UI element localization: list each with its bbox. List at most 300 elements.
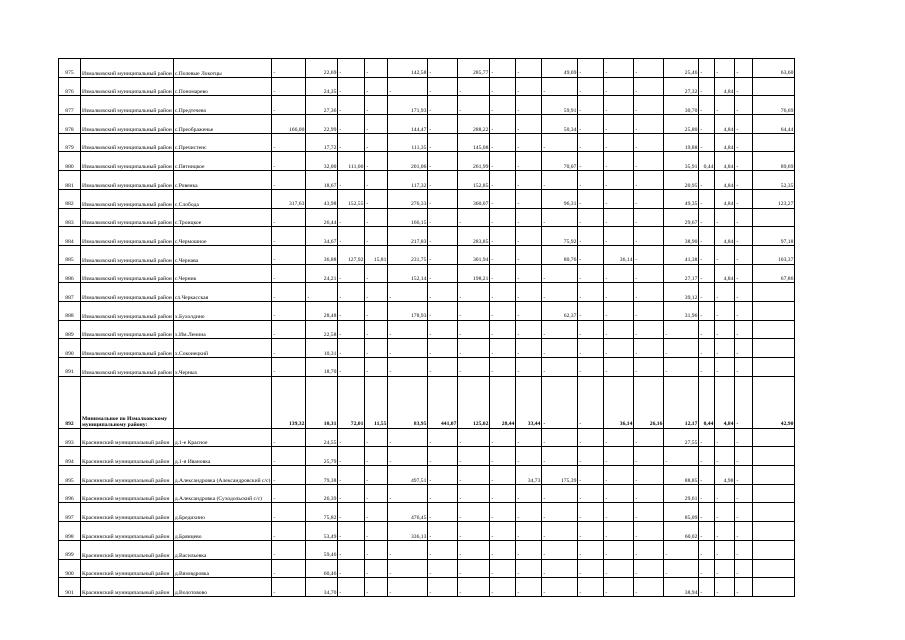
table-row (59, 59, 795, 78)
value-cell: - (516, 227, 542, 246)
value-cell: - (272, 283, 306, 302)
district-cell: Краснинский муниципальный район (81, 540, 174, 559)
value-cell: 152,14 (388, 264, 428, 283)
value-cell: 26,39 (306, 484, 338, 503)
value-cell: - (715, 301, 735, 320)
value-cell: 231,75 (388, 245, 428, 264)
value-cell: - (735, 59, 753, 78)
value-cell: - (458, 320, 490, 339)
value-cell: - (715, 578, 735, 597)
value-cell: - (458, 578, 490, 597)
value-cell: - (735, 171, 753, 190)
value-cell: - (578, 133, 604, 152)
value-cell: - (578, 77, 604, 96)
value-cell: - (604, 447, 634, 466)
value-cell: - (634, 264, 664, 283)
value-cell: - (699, 133, 715, 152)
value-cell: - (272, 301, 306, 320)
value-cell: - (338, 503, 365, 522)
value-cell: - (338, 466, 365, 485)
value-cell: - (735, 133, 753, 152)
value-cell: - (735, 189, 753, 208)
value-cell: - (458, 208, 490, 227)
value-cell: - (715, 428, 735, 447)
district-cell: Измалковский муниципальный район (81, 208, 174, 227)
value-cell: - (458, 358, 490, 377)
value-cell: - (699, 428, 715, 447)
value-cell: - (272, 264, 306, 283)
value-cell: - (428, 559, 458, 578)
value-cell (753, 484, 795, 503)
value-cell: 53,49 (306, 522, 338, 541)
value-cell: - (634, 283, 664, 302)
value-cell: - (516, 189, 542, 208)
table-row (59, 77, 795, 96)
value-cell: - (578, 59, 604, 78)
value-cell: - (578, 320, 604, 339)
value-cell: - (365, 96, 388, 115)
value-cell: 24,21 (306, 264, 338, 283)
settlement-cell (173, 376, 272, 428)
value-cell: - (458, 540, 490, 559)
value-cell: - (338, 522, 365, 541)
value-cell: - (634, 339, 664, 358)
value-cell: 139,32 (272, 376, 306, 428)
row-number-cell: 875 (59, 59, 81, 78)
value-cell: - (490, 339, 516, 358)
value-cell: - (699, 503, 715, 522)
value-cell: 30,70 (664, 96, 699, 115)
value-cell: - (578, 227, 604, 246)
value-cell: - (735, 115, 753, 134)
value-cell: - (338, 208, 365, 227)
value-cell: - (516, 522, 542, 541)
settlement-cell: х.Сокоиецкий (173, 339, 272, 358)
value-cell: - (578, 152, 604, 171)
value-cell: - (715, 283, 735, 302)
row-number-cell: 893 (59, 428, 81, 447)
value-cell: 166,15 (388, 208, 428, 227)
value-cell: - (516, 133, 542, 152)
value-cell: - (490, 115, 516, 134)
value-cell: 117,32 (388, 171, 428, 190)
value-cell: - (735, 503, 753, 522)
value-cell: - (735, 484, 753, 503)
settlement-cell: с.Троицкое (173, 208, 272, 227)
value-cell: - (516, 264, 542, 283)
table-row (59, 227, 795, 246)
value-cell: - (490, 264, 516, 283)
value-cell: - (604, 578, 634, 597)
value-cell (753, 540, 795, 559)
settlement-cell: с.Пречистенс (173, 133, 272, 152)
value-cell: - (699, 358, 715, 377)
value-cell: - (272, 77, 306, 96)
row-number-cell: 887 (59, 283, 81, 302)
value-cell: 441,07 (428, 376, 458, 428)
value-cell: 4,84 (715, 264, 735, 283)
value-cell: - (604, 522, 634, 541)
value-cell: - (272, 152, 306, 171)
row-number-cell: 880 (59, 152, 81, 171)
table-row (59, 578, 795, 597)
value-cell: - (634, 559, 664, 578)
value-cell: 20,95 (664, 171, 699, 190)
value-cell: - (604, 301, 634, 320)
table-row (59, 245, 795, 264)
value-cell: 4,98 (715, 466, 735, 485)
value-cell: - (699, 189, 715, 208)
value-cell: - (604, 171, 634, 190)
value-cell: - (634, 484, 664, 503)
value-cell: - (516, 484, 542, 503)
value-cell: - (542, 208, 578, 227)
district-cell: Измалковский муниципальный район (81, 115, 174, 134)
value-cell: - (458, 484, 490, 503)
settlement-cell: х.Черных (173, 358, 272, 377)
value-cell: 145,08 (458, 133, 490, 152)
value-cell: - (365, 264, 388, 283)
value-cell: - (699, 559, 715, 578)
value-cell: - (516, 503, 542, 522)
value-cell: 25,80 (664, 115, 699, 134)
value-cell: - (365, 320, 388, 339)
value-cell: - (604, 208, 634, 227)
value-cell: - (338, 578, 365, 597)
value-cell: - (634, 358, 664, 377)
value-cell: - (715, 59, 735, 78)
value-cell: - (490, 447, 516, 466)
settlement-cell: с.Ровенка (173, 171, 272, 190)
row-number-cell: 898 (59, 522, 81, 541)
value-cell: - (578, 559, 604, 578)
district-cell: Измалковский муниципальный район (81, 245, 174, 264)
value-cell: - (458, 77, 490, 96)
value-cell: - (428, 301, 458, 320)
value-cell: 103,37 (753, 245, 795, 264)
row-number-cell: 892 (59, 376, 81, 428)
value-cell: - (338, 320, 365, 339)
value-cell: 4,84 (715, 77, 735, 96)
value-cell: 198,21 (458, 264, 490, 283)
value-cell: - (428, 133, 458, 152)
value-cell: - (365, 503, 388, 522)
value-cell: - (516, 245, 542, 264)
value-cell: - (458, 283, 490, 302)
district-cell: Краснинский муниципальный район (81, 466, 174, 485)
table-row (59, 171, 795, 190)
row-number-cell: 888 (59, 301, 81, 320)
value-cell: 301,94 (458, 245, 490, 264)
value-cell: - (664, 339, 699, 358)
value-cell: - (365, 522, 388, 541)
value-cell: - (578, 466, 604, 485)
value-cell: 4,84 (715, 115, 735, 134)
value-cell: - (428, 484, 458, 503)
value-cell: - (578, 503, 604, 522)
value-cell: - (272, 208, 306, 227)
summary-row (59, 376, 795, 428)
value-cell: - (735, 152, 753, 171)
row-number-cell: 886 (59, 264, 81, 283)
value-cell: - (699, 115, 715, 134)
value-cell: - (715, 245, 735, 264)
value-cell: 360,07 (458, 189, 490, 208)
table-row (59, 540, 795, 559)
value-cell: - (735, 283, 753, 302)
value-cell: - (699, 484, 715, 503)
settlement-cell: с.Чернава (173, 245, 272, 264)
row-number-cell: 878 (59, 115, 81, 134)
value-cell: - (388, 320, 428, 339)
value-cell: - (428, 189, 458, 208)
value-cell: - (388, 540, 428, 559)
value-cell: - (715, 503, 735, 522)
value-cell: - (604, 320, 634, 339)
value-cell: - (338, 540, 365, 559)
district-cell: Измалковский муниципальный район (81, 77, 174, 96)
value-cell: - (516, 115, 542, 134)
value-cell: 0,44 (699, 152, 715, 171)
settlement-cell: х.Бухолдино (173, 301, 272, 320)
value-cell: 175,39 (542, 466, 578, 485)
value-cell: 80,76 (542, 245, 578, 264)
value-cell: - (634, 133, 664, 152)
row-number-cell: 879 (59, 133, 81, 152)
value-cell: - (634, 522, 664, 541)
value-cell: - (715, 96, 735, 115)
value-cell: 31,96 (664, 301, 699, 320)
value-cell: - (428, 77, 458, 96)
value-cell: 49,69 (542, 59, 578, 78)
value-cell: - (578, 540, 604, 559)
value-cell: - (365, 115, 388, 134)
value-cell: - (338, 59, 365, 78)
value-cell: - (338, 96, 365, 115)
settlement-cell: с.Черник (173, 264, 272, 283)
value-cell: 33,44 (516, 376, 542, 428)
value-cell (753, 428, 795, 447)
value-cell: - (490, 320, 516, 339)
value-cell: - (542, 540, 578, 559)
district-cell: Краснинский муниципальный район (81, 559, 174, 578)
value-cell: - (272, 447, 306, 466)
value-cell: 11,55 (365, 376, 388, 428)
value-cell: - (516, 428, 542, 447)
settlement-cell: х.Им.Ленина (173, 320, 272, 339)
value-cell: - (604, 540, 634, 559)
value-cell: - (578, 522, 604, 541)
value-cell: - (634, 245, 664, 264)
value-cell: - (428, 283, 458, 302)
value-cell: - (338, 171, 365, 190)
value-cell: - (388, 578, 428, 597)
value-cell: 36,14 (604, 245, 634, 264)
value-cell: 123,27 (753, 189, 795, 208)
value-cell (753, 77, 795, 96)
value-cell: - (428, 320, 458, 339)
value-cell: - (338, 283, 365, 302)
value-cell: - (604, 283, 634, 302)
value-cell: - (490, 208, 516, 227)
value-cell: - (490, 283, 516, 302)
value-cell: - (542, 171, 578, 190)
value-cell: 201,06 (388, 152, 428, 171)
value-cell: - (634, 301, 664, 320)
value-cell: 15,81 (365, 245, 388, 264)
value-cell: - (699, 578, 715, 597)
value-cell: - (272, 320, 306, 339)
value-cell: - (735, 540, 753, 559)
value-cell: - (428, 96, 458, 115)
value-cell: - (604, 428, 634, 447)
value-cell: - (490, 522, 516, 541)
table-row (59, 320, 795, 339)
value-cell: - (428, 466, 458, 485)
value-cell (753, 133, 795, 152)
value-cell: - (458, 466, 490, 485)
settlement-cell: д.Александровка (Суходольский с/с) (173, 484, 272, 503)
value-cell: - (735, 522, 753, 541)
value-cell: - (578, 339, 604, 358)
value-cell: - (735, 376, 753, 428)
value-cell: 22,69 (306, 59, 338, 78)
value-cell: - (634, 503, 664, 522)
value-cell: - (490, 227, 516, 246)
value-cell: 18,67 (306, 171, 338, 190)
value-cell (753, 208, 795, 227)
value-cell: - (604, 358, 634, 377)
value-cell: - (578, 96, 604, 115)
value-cell: - (272, 171, 306, 190)
value-cell (753, 283, 795, 302)
table-row (59, 358, 795, 377)
value-cell (753, 320, 795, 339)
value-cell: - (365, 283, 388, 302)
value-cell: - (634, 208, 664, 227)
value-cell: - (604, 96, 634, 115)
value-cell: 36,14 (604, 376, 634, 428)
value-cell: 0,44 (699, 376, 715, 428)
value-cell: - (699, 522, 715, 541)
value-cell: - (365, 559, 388, 578)
value-cell: - (272, 578, 306, 597)
table-row (59, 152, 795, 171)
value-cell: 27,55 (664, 428, 699, 447)
value-cell: - (428, 264, 458, 283)
value-cell: - (490, 540, 516, 559)
value-cell: - (338, 264, 365, 283)
district-cell: Измалковский муниципальный район (81, 59, 174, 78)
value-cell (753, 503, 795, 522)
value-cell: - (664, 540, 699, 559)
value-cell: - (516, 77, 542, 96)
row-number-cell: 895 (59, 466, 81, 485)
value-cell: - (428, 428, 458, 447)
value-cell: 24,35 (306, 77, 338, 96)
value-cell: - (578, 264, 604, 283)
value-cell: 142,58 (388, 59, 428, 78)
value-cell: - (735, 559, 753, 578)
value-cell: 32,00 (306, 152, 338, 171)
value-cell: - (516, 59, 542, 78)
district-cell: Краснинский муниципальный район (81, 522, 174, 541)
settlement-cell: д.1-я Ивановка (173, 447, 272, 466)
value-cell: 42,90 (753, 376, 795, 428)
value-cell: 28,44 (490, 376, 516, 428)
value-cell: - (699, 339, 715, 358)
value-cell: - (338, 133, 365, 152)
value-cell: 10,31 (306, 339, 338, 358)
district-cell: Измалковский муниципальный район (81, 358, 174, 377)
value-cell: - (388, 283, 428, 302)
value-cell: - (604, 152, 634, 171)
value-cell: - (735, 466, 753, 485)
value-cell: - (578, 428, 604, 447)
value-cell: 178,93 (388, 301, 428, 320)
settlement-cell: с.Предтечево (173, 96, 272, 115)
value-cell: - (458, 447, 490, 466)
value-cell: - (634, 115, 664, 134)
value-cell (753, 559, 795, 578)
row-number-cell: 901 (59, 578, 81, 597)
value-cell: - (578, 578, 604, 597)
value-cell: - (542, 447, 578, 466)
value-cell: - (388, 559, 428, 578)
table-row (59, 283, 795, 302)
value-cell: - (604, 189, 634, 208)
value-cell: - (634, 152, 664, 171)
value-cell: - (365, 428, 388, 447)
value-cell: - (306, 283, 338, 302)
value-cell: - (542, 320, 578, 339)
value-cell: - (578, 358, 604, 377)
value-cell: - (699, 283, 715, 302)
value-cell: 17,72 (306, 133, 338, 152)
value-cell: - (699, 227, 715, 246)
value-cell: - (490, 59, 516, 78)
tariff-table (58, 58, 795, 597)
value-cell (753, 578, 795, 597)
value-cell: 72,01 (338, 376, 365, 428)
value-cell: - (338, 447, 365, 466)
value-cell: - (490, 503, 516, 522)
value-cell: 317,63 (272, 189, 306, 208)
row-number-cell: 885 (59, 245, 81, 264)
value-cell: - (516, 301, 542, 320)
value-cell: 27,36 (306, 96, 338, 115)
table-row (59, 428, 795, 447)
value-cell: - (578, 245, 604, 264)
table-row (59, 466, 795, 485)
value-cell: 75,92 (542, 227, 578, 246)
value-cell: - (338, 227, 365, 246)
value-cell: 38,94 (664, 578, 699, 597)
value-cell: 276,33 (388, 189, 428, 208)
value-cell: 83,95 (388, 376, 428, 428)
value-cell: - (428, 245, 458, 264)
value-cell: - (604, 339, 634, 358)
value-cell: - (715, 208, 735, 227)
value-cell: 62,37 (542, 301, 578, 320)
district-cell: Измалковский муниципальный район (81, 301, 174, 320)
settlement-cell: д.Брянцево (173, 522, 272, 541)
value-cell: - (634, 578, 664, 597)
value-cell: - (516, 152, 542, 171)
settlement-cell: д.1-е Красное (173, 428, 272, 447)
district-cell: Краснинский муниципальный район (81, 578, 174, 597)
table-row (59, 96, 795, 115)
